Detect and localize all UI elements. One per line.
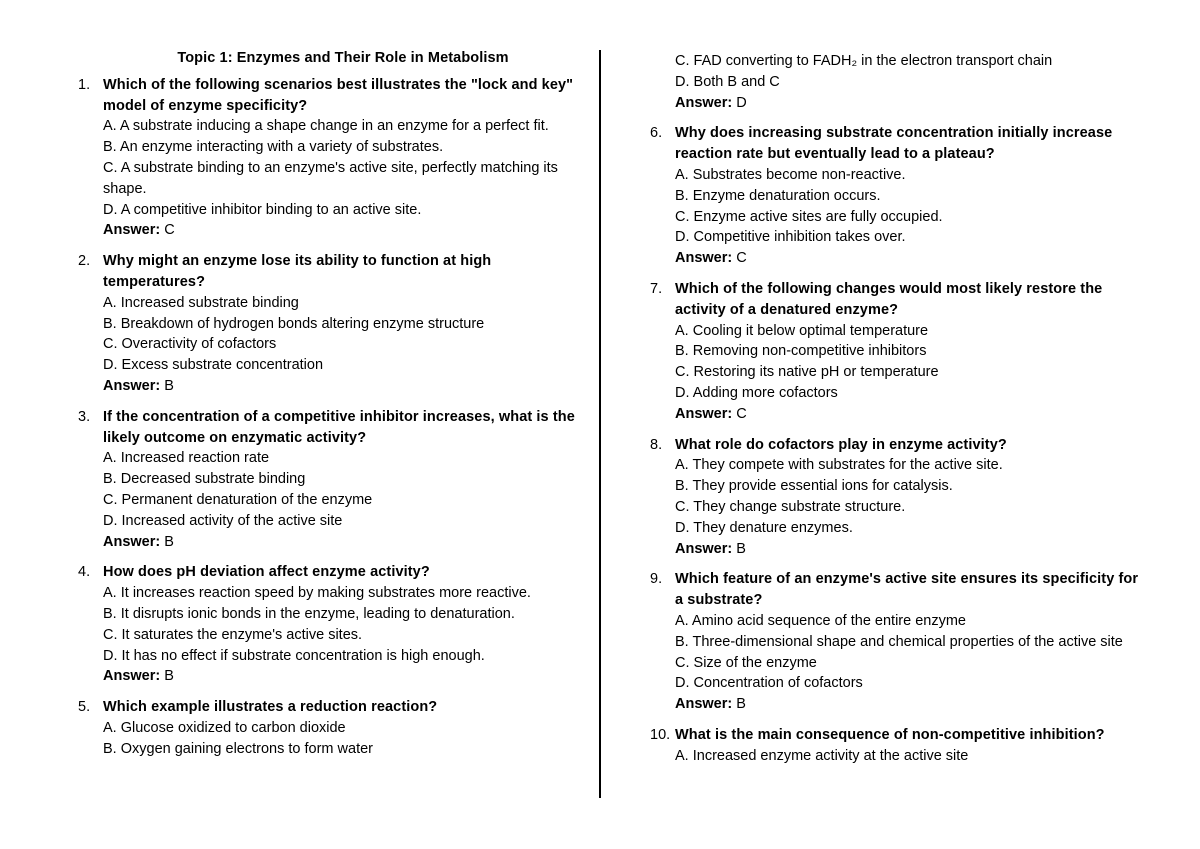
page-title: Topic 1: Enzymes and Their Role in Metabolism [177, 50, 509, 66]
answer-label: Answer: [103, 377, 161, 394]
option-b: B. Breakdown of hydrogen bonds altering enzyme structure [103, 315, 485, 332]
question-3 [78, 407, 578, 553]
question-number: 4. [78, 564, 91, 581]
answer-line [103, 532, 578, 553]
option-a: A. Increased reaction rate [103, 450, 270, 467]
column-divider [599, 50, 601, 798]
option-c: C. Overactivity of cofactors [103, 336, 277, 353]
answer-value: B [164, 377, 174, 394]
option-a: A. Amino acid sequence of the entire enzyme [675, 612, 966, 629]
question-10 [650, 725, 1150, 767]
question-number: 8. [650, 436, 663, 453]
question-number: 3. [78, 408, 91, 425]
question-number: 2. [78, 253, 91, 270]
option-a: A. Increased substrate binding [103, 294, 299, 311]
option-d: D. Increased activity of the active site [103, 512, 343, 529]
answer-label: Answer: [675, 540, 733, 557]
question-text: Which example illustrates a reduction reaction? [103, 699, 438, 716]
question-text: If the concentration of a competitive inhibitor increases, what is the likely outcome on enzymatic activity? [103, 408, 575, 446]
answer-value: B [736, 696, 746, 713]
answer-label: Answer: [103, 533, 161, 550]
question-text: How does pH deviation affect enzyme activity? [103, 564, 430, 581]
left-column [78, 48, 578, 770]
question-number: 9. [650, 571, 663, 588]
answer-value: D [736, 94, 747, 111]
option-d: D. Adding more cofactors [675, 384, 838, 401]
option-c: C. They change substrate structure. [675, 498, 906, 515]
question-number: 10. [650, 726, 671, 743]
option-b: B. Three-dimensional shape and chemical properties of the active site [675, 633, 1123, 650]
option-b: B. Removing non-competitive inhibitors [675, 343, 927, 360]
option-b: B. Oxygen gaining electrons to form water [103, 740, 373, 757]
answer-line [675, 694, 1150, 715]
question-number: 6. [650, 125, 663, 142]
option-b: B. Decreased substrate binding [103, 471, 306, 488]
question-text: Which of the following changes would most likely restore the activity of a denatured enzyme? [675, 280, 1103, 318]
option-c: C. Restoring its native pH or temperature [675, 364, 939, 381]
option-d: D. Both B and C [675, 73, 780, 90]
option-c: C. Permanent denaturation of the enzyme [103, 491, 373, 508]
question-text: What role do cofactors play in enzyme activity? [675, 436, 1007, 453]
answer-label: Answer: [675, 250, 733, 267]
option-d: D. It has no effect if substrate concentration is high enough. [103, 647, 485, 664]
option-b: B. An enzyme interacting with a variety of substrates. [103, 139, 444, 156]
answer-line [675, 93, 1150, 114]
answer-label: Answer: [103, 222, 161, 239]
option-d: D. A competitive inhibitor binding to an active site. [103, 201, 422, 218]
option-d: D. Concentration of cofactors [675, 675, 863, 692]
question-number: 1. [78, 76, 91, 93]
option-d: D. Excess substrate concentration [103, 357, 324, 374]
question-1 [78, 75, 578, 241]
question-text: What is the main consequence of non-competitive inhibition? [675, 726, 1105, 743]
answer-line [103, 666, 578, 687]
answer-label: Answer: [675, 696, 733, 713]
question-5-continuation [650, 51, 1150, 113]
question-7 [650, 279, 1150, 425]
answer-value: C [736, 250, 747, 267]
answer-value: C [736, 405, 747, 422]
answer-value: B [736, 540, 746, 557]
answer-line [675, 248, 1150, 269]
option-a: A. Substrates become non-reactive. [675, 166, 906, 183]
option-d: D. Competitive inhibition takes over. [675, 229, 906, 246]
question-9 [650, 569, 1150, 715]
answer-label: Answer: [103, 668, 161, 685]
option-a: A. Increased enzyme activity at the active site [675, 747, 969, 764]
answer-line [103, 376, 578, 397]
option-c: C. Size of the enzyme [675, 654, 817, 671]
option-b: B. They provide essential ions for catalysis. [675, 478, 953, 495]
answer-label: Answer: [675, 405, 733, 422]
option-a: A. They compete with substrates for the active site. [675, 457, 1003, 474]
question-8 [650, 435, 1150, 560]
answer-line [675, 404, 1150, 425]
option-b: B. It disrupts ionic bonds in the enzyme, leading to denaturation. [103, 605, 515, 622]
right-column [650, 51, 1150, 777]
answer-line [675, 539, 1150, 560]
answer-line [103, 220, 578, 241]
option-c: C. A substrate binding to an enzyme's active site, perfectly matching its shape. [103, 159, 558, 197]
option-c: C. It saturates the enzyme's active sites. [103, 626, 363, 643]
question-5 [78, 697, 578, 759]
option-a: A. It increases reaction speed by making substrates more reactive. [103, 585, 531, 602]
question-number: 7. [650, 280, 663, 297]
answer-value: B [164, 668, 174, 685]
answer-value: B [164, 533, 174, 550]
question-text: Which of the following scenarios best illustrates the "lock and key" model of enzyme specificity? [103, 76, 574, 114]
question-4 [78, 562, 578, 687]
option-c: C. Enzyme active sites are fully occupied. [675, 208, 943, 225]
answer-value: C [164, 222, 175, 239]
option-a: A. Cooling it below optimal temperature [675, 322, 929, 339]
question-6 [650, 123, 1150, 269]
question-text: Why does increasing substrate concentration initially increase reaction rate but eventually lead to a plateau? [675, 125, 1113, 163]
option-c: C. FAD converting to FADH₂ in the electron transport chain [675, 53, 1053, 69]
option-a: A. Glucose oxidized to carbon dioxide [103, 719, 346, 736]
answer-label: Answer: [675, 94, 733, 111]
question-2 [78, 251, 578, 397]
option-a: A. A substrate inducing a shape change in an enzyme for a perfect fit. [103, 118, 549, 135]
question-text: Which feature of an enzyme's active site ensures its specificity for a substrate? [675, 571, 1139, 609]
option-b: B. Enzyme denaturation occurs. [675, 187, 881, 204]
question-number: 5. [78, 699, 91, 716]
question-text: Why might an enzyme lose its ability to function at high temperatures? [103, 253, 492, 290]
option-d: D. They denature enzymes. [675, 519, 853, 536]
